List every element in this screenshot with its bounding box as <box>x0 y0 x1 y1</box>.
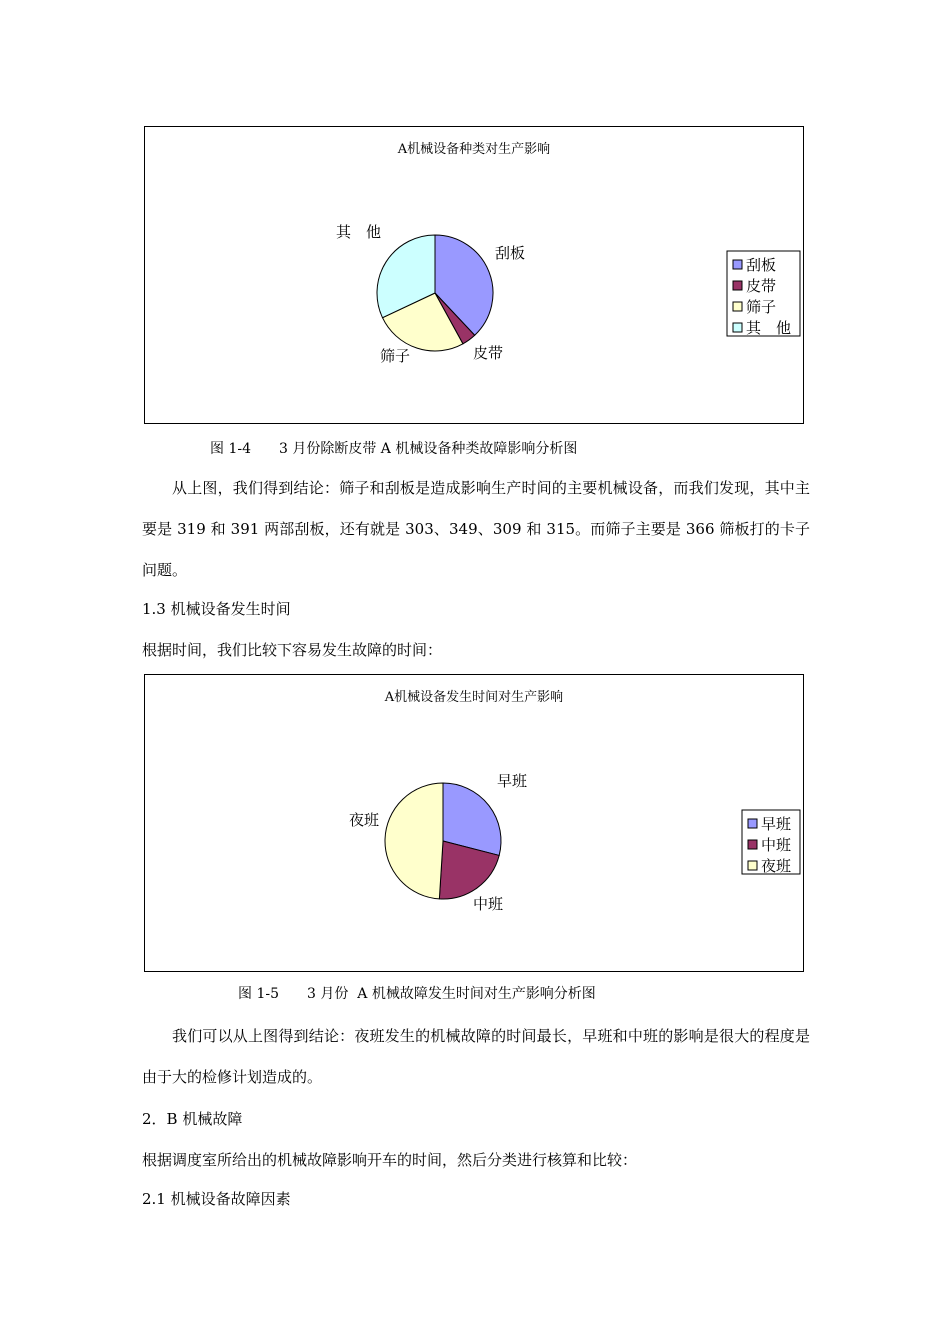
legend-entry: 筛子 <box>746 298 777 316</box>
legend-swatch <box>748 819 757 828</box>
paragraph-conclusion-2: 我们可以从上图得到结论：夜班发生的机械故障的时间最长，早班和中班的影响是很大的程度是由于大的检修计划造成的。 <box>142 1027 810 1086</box>
figure-caption-1-5: 图 1-5 3 月份 A 机械故障发生时间对生产影响分析图 <box>238 986 596 1002</box>
figure-caption-1-4: 图 1-4 3 月份除断皮带 A 机械设备种类故障影响分析图 <box>210 441 578 457</box>
pie-chart-svg <box>145 127 805 425</box>
pie-slice <box>385 783 443 899</box>
legend-entry: 皮带 <box>746 277 777 295</box>
slice-label: 其 他 <box>336 223 382 241</box>
slice-label: 中班 <box>473 895 504 913</box>
legend-entry: 早班 <box>761 815 792 833</box>
legend-swatch <box>733 302 742 311</box>
legend-swatch <box>748 840 757 849</box>
section-heading-1-3: 1.3 机械设备发生时间 <box>142 600 291 618</box>
paragraph-time-intro: 根据时间，我们比较下容易发生故障的时间： <box>142 641 443 659</box>
chart-equipment-type <box>144 126 804 424</box>
legend-entry: 其 他 <box>746 319 792 337</box>
legend-swatch <box>748 861 757 870</box>
slice-label: 筛子 <box>380 347 411 365</box>
paragraph-conclusion-1: 从上图，我们得到结论：筛子和刮板是造成影响生产时间的主要机械设备，而我们发现，其中主要是 319 和 391 两部刮板，还有就是 303、349、309 和 315。而筛子主要是 366 筛板打的卡子问题。 <box>142 479 810 579</box>
chart-title: A机械设备种类对生产影响 <box>397 142 551 157</box>
slice-label: 刮板 <box>495 244 526 262</box>
legend-swatch <box>733 260 742 269</box>
legend-entry: 中班 <box>761 836 792 854</box>
legend-entry: 夜班 <box>761 857 792 875</box>
slice-label: 皮带 <box>473 344 504 362</box>
section-heading-2: 2．B 机械故障 <box>142 1110 243 1128</box>
chart-occurrence-time <box>144 674 804 972</box>
section-heading-2-1: 2.1 机械设备故障因素 <box>142 1190 291 1208</box>
chart-title: A机械设备发生时间对生产影响 <box>384 690 564 705</box>
slice-label: 夜班 <box>349 811 380 829</box>
legend-entry: 刮板 <box>746 256 777 274</box>
legend-swatch <box>733 281 742 290</box>
legend-swatch <box>733 323 742 332</box>
slice-label: 早班 <box>497 772 528 790</box>
pie-chart-svg <box>145 675 805 973</box>
paragraph-b-intro: 根据调度室所给出的机械故障影响开车的时间，然后分类进行核算和比较： <box>142 1151 638 1169</box>
